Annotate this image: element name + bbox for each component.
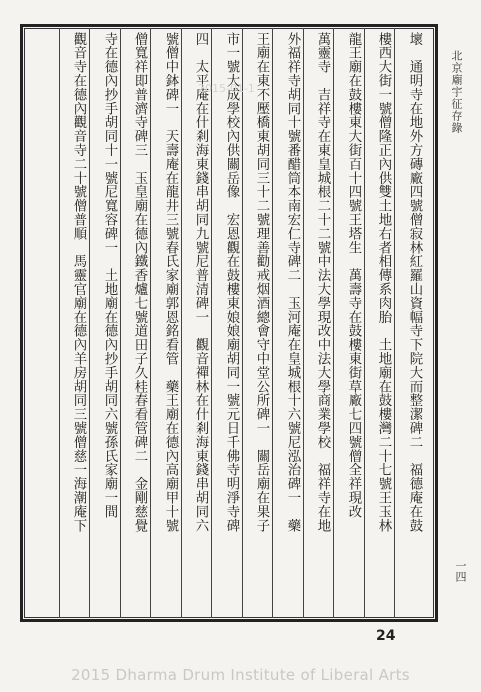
text-column-8: 四 太平庵在什剎海東錢串胡同九號尼普清碑一 觀音禪林在什剎海東錢串胡同六 xyxy=(193,32,208,533)
text-column-11: 寺在德內抄手胡同十一號尼寬容碑一 土地廟在德內抄手胡同六號孫氏家廟一間 xyxy=(102,32,117,519)
text-column-3: 龍王廟在鼓樓東大街百十四號王塔生 萬壽寺在鼓樓東街草廠七四號僧全祥現改 xyxy=(346,32,361,519)
page-number: 24 xyxy=(376,628,396,644)
text-column-10: 僧寬祥即普濟寺碑三 玉皇廟在德內鐵香爐七號道田子久桂春看管碑二 金剛慈覺 xyxy=(132,32,147,533)
scan-watermark: 2015-01-1 xyxy=(198,82,255,95)
text-column-4: 萬靈寺 吉祥寺在東皇城根二十二號中法大學現改中法大學商業學校 福祥寺在地 xyxy=(315,32,330,533)
text-column-12: 觀音寺在德內觀音寺二十號僧普順 馬靈官廟在德內羊房胡同三號僧慈一海潮庵下 xyxy=(71,32,86,533)
text-column-6: 王廟在東不壓橋東胡同三十二號理善勸戒烟酒總會守中堂公所碑一 關岳廟在果子 xyxy=(254,32,269,533)
side-page-label: 一四 xyxy=(454,560,467,582)
column-rule xyxy=(59,28,60,618)
footer-credit: 2015 Dharma Drum Institute of Liberal Arts xyxy=(71,666,410,684)
text-column-1: 壞 通明寺在地外方磚廠四號僧寂林紅羅山資幅寺下院大而整潔碑二 福德庵在鼓 xyxy=(407,32,422,533)
book-title: 北京廟宇征存錄 xyxy=(450,50,463,134)
text-column-7: 市一號大成學校內供關岳像 宏恩觀在鼓樓東娘娘廟胡同一號元日千佛寺明淨寺碑 xyxy=(224,32,239,533)
text-column-2: 樓西大街一號僧隆正內供雙土地右者相傳系肉胎 土地廟在鼓樓灣二十七號王玉林 xyxy=(376,32,391,533)
text-column-9: 號僧中鉢碑一 天壽庵在龍井三號春氏家廟郭恩銘看管 藥王廟在德內高廟甲十號 xyxy=(163,32,178,533)
text-column-5: 外福祥寺胡同十號番醋筒本南宏仁寺碑二 玉河庵在皇城根十六號尼泓治碑一 藥 xyxy=(285,32,300,533)
